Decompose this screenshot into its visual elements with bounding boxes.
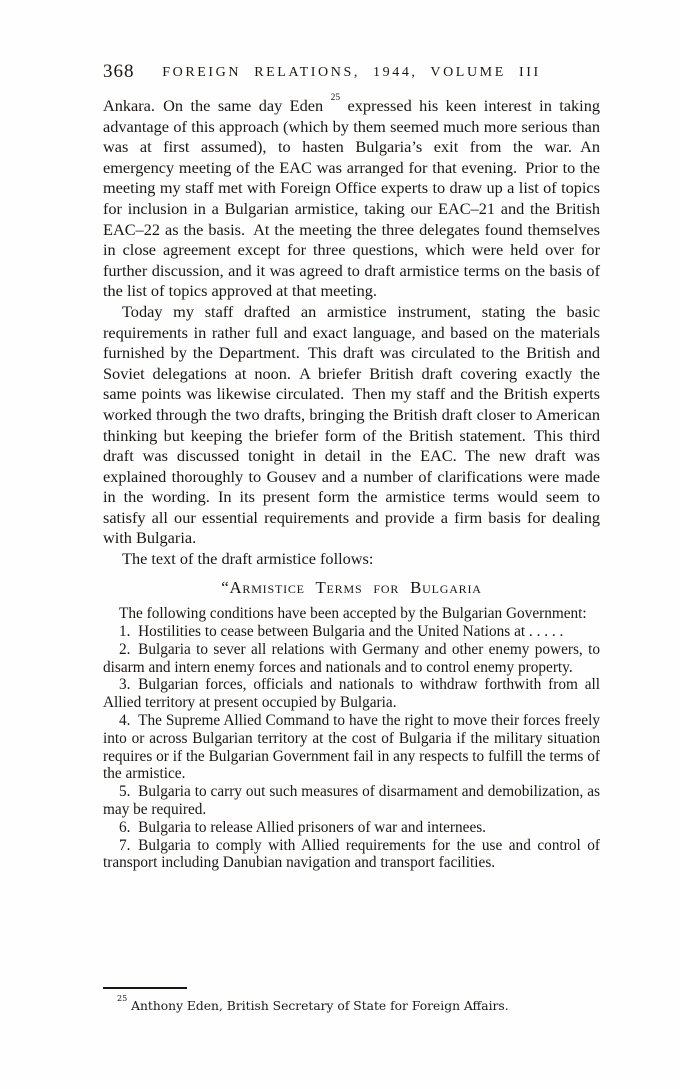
paragraph-text: Ankara. On the same day Eden xyxy=(103,96,331,115)
armistice-item: 3. Bulgarian forces, officials and nationals to withdraw forthwith from all Allied territory at present occupied by Bulgaria. xyxy=(103,676,600,712)
page-header xyxy=(103,63,600,87)
armistice-item: 5. Bulgaria to carry out such measures of disarmament and demobilization, as may be required. xyxy=(103,783,600,819)
running-header: FOREIGN RELATIONS, 1944, VOLUME III xyxy=(162,65,541,80)
body-text xyxy=(103,92,600,872)
footnote-reference: 25 xyxy=(330,92,341,103)
footnote-separator-rule xyxy=(103,987,187,989)
footnote-body: Anthony Eden, British Secretary of State for Foreign Affairs. xyxy=(127,999,509,1013)
paragraph-lead-in: The text of the draft armistice follows: xyxy=(122,549,374,569)
page-number: 368 xyxy=(103,61,135,82)
armistice-item: 1. Hostilities to cease between Bulgaria and the United Nations at . . . . . xyxy=(119,623,564,641)
armistice-extract xyxy=(103,605,600,872)
armistice-item: 2. Bulgaria to sever all relations with Germany and other enemy powers, to disarm and intern enemy forces and nationals and to control enemy property. xyxy=(103,640,600,676)
paragraph: Today my staff drafted an armistice instrument, stating the basic requirements in rather full and exact language, and based on the materials furnished by the Department. This draft was circulated to the British and Soviet delegations at noon. A briefer British draft covering exactly the same points was likewise circulated. Then my staff and the British experts worked through the two drafts, bringing the British draft closer to American thinking but keeping the briefer form of the British statement. This third draft was discussed tonight in detail in the EAC. The new draft was explained thoroughly to Gousev and a number of clarifications were made in the wording. In its present form the armistice terms would seem to satisfy all our essential requirements and provide a firm basis for dealing with Bulgaria. xyxy=(103,301,600,548)
footnote xyxy=(103,987,600,1014)
armistice-item: 7. Bulgaria to comply with Allied requirements for the use and control of transport including Danubian navigation and transport facilities. xyxy=(103,836,600,872)
footnote-text xyxy=(103,993,600,1014)
footnote-marker: 25 xyxy=(117,993,128,1003)
armistice-heading: “Armistice Terms for Bulgaria xyxy=(221,577,482,597)
armistice-intro: The following conditions have been accepted by the Bulgarian Government: xyxy=(119,605,587,623)
paragraph-continuation xyxy=(103,92,600,302)
armistice-item: 6. Bulgaria to release Allied prisoners of war and internees. xyxy=(119,818,487,836)
armistice-item: 4. The Supreme Allied Command to have the right to move their forces freely into or across Bulgarian territory at the cost of Bulgaria if the military situation requires or if the Bulgarian Government fail in any respects to fulfill the terms of the armistice. xyxy=(103,712,600,783)
paragraph-text: expressed his keen interest in taking advantage of this approach (which by them seemed much more serious than was at first assumed), to hasten Bulgaria’s exit from the war. An emergency meeting of the EAC was arranged for that evening. Prior to the meeting my staff met with Foreign Office experts to draw up a list of topics for inclusion in a Bulgarian armistice, taking our EAC–21 and the British EAC–22 as the basis. At the meeting the three delegates found themselves in close agreement except for three questions, which were held over for further discussion, and it was agreed to draft armistice terms on the basis of the list of topics approved at that meeting. xyxy=(103,96,600,301)
